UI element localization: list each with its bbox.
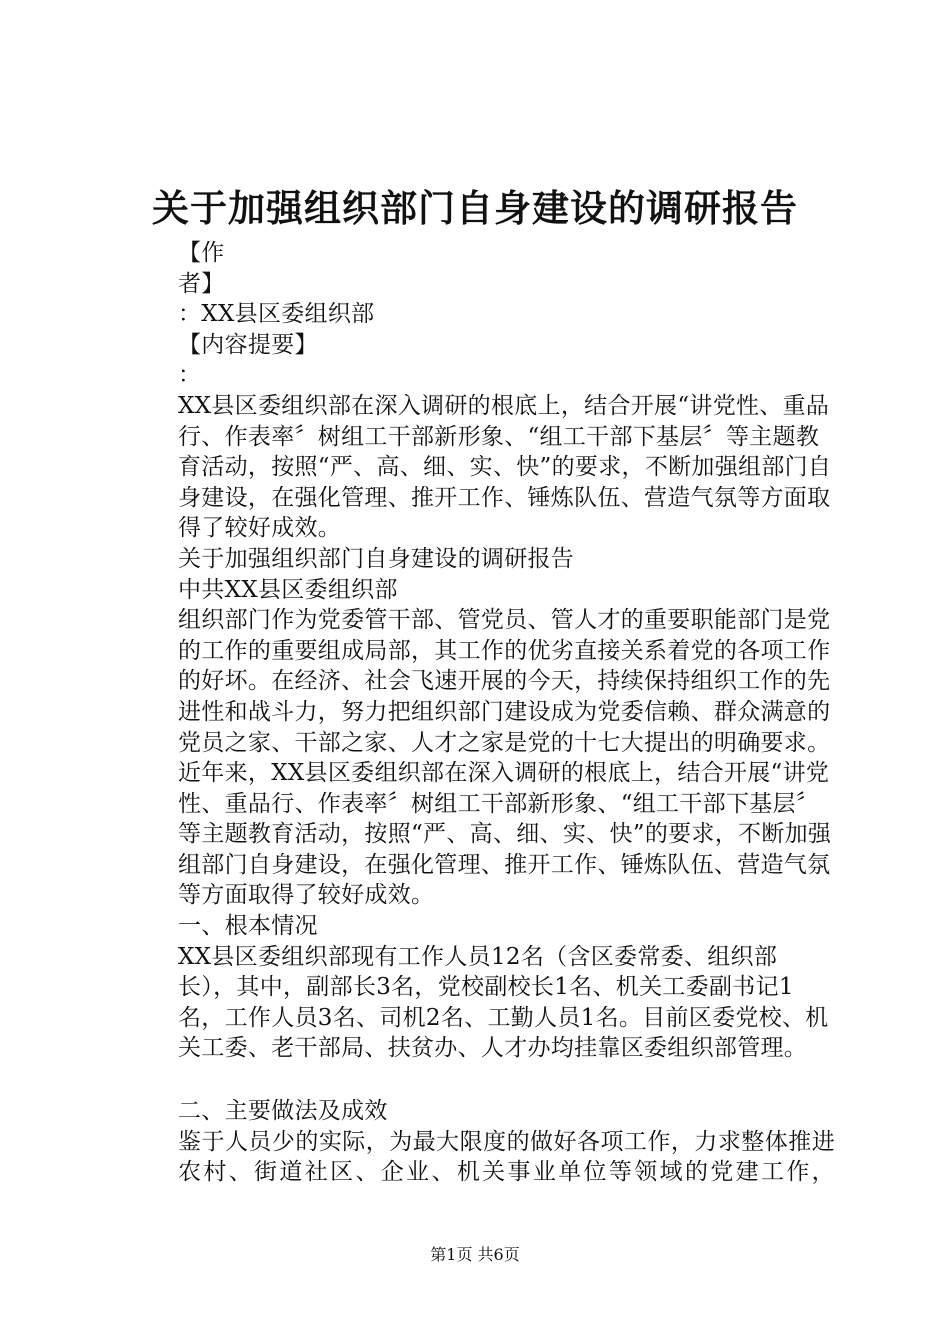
- document-title: 关于加强组织部门自身建设的调研报告: [152, 186, 798, 230]
- section1-paragraph: XX县区委组织部现有工作人员12名（含区委常委、组织部长），其中，副部长3名，党校副校长1名、机关工委副书记1名，工作人员3名、司机2名、工勤人员1名。目前区委党校、机关工委、老干部局、扶贫办、人才办均挂靠区委组织部管理。: [178, 943, 829, 1062]
- section1-heading: 一、根本情况: [178, 913, 318, 940]
- author-label-line1: 【作: [178, 240, 225, 266]
- summary-label: 【内容提要】: [178, 331, 318, 358]
- subtitle: 关于加强组织部门自身建设的调研报告: [178, 545, 575, 572]
- intro-paragraph: 组织部门作为党委管干部、管党员、管人才的重要职能部门是党的工作的重要组成局部，其工作的优劣直接关系着党的各项工作的好坏。在经济、社会飞速开展的今天，持续保持组织工作的先进性和战斗力，努力把组织部门建设成为党委信赖、群众满意的党员之家、干部之家、人才之家是党的十七大提出的明确要求。近年来，XX县区委组织部在深入调研的根底上，结合开展“讲党性、重品行、作表率〞树组工干部新形象、“组工干部下基层〞等主题教育活动，按照“严、高、细、实、快”的要求，不断加强组部门自身建设，在强化管理、推开工作、锤炼队伍、营造气氛等方面取得了较好成效。: [178, 607, 832, 909]
- summary-paragraph: XX县区委组织部在深入调研的根底上，结合开展“讲党性、重品行、作表率〞树组工干部新形象、“组工干部下基层〞等主题教育活动，按照“严、高、细、实、快”的要求，不断加强组部门自身建设，在强化管理、推开工作、锤炼队伍、营造气氛等方面取得了较好成效。: [178, 392, 832, 542]
- section2-paragraph: 鉴于人员少的实际，为最大限度的做好各项工作，力求整体推进农村、街道社区、企业、机关事业单位等领域的党建工作，: [178, 1128, 835, 1186]
- page-footer: 第1页 共6页: [430, 1245, 520, 1264]
- author-label-line2: 者】: [178, 270, 225, 297]
- organization: 中共XX县区委组织部: [178, 576, 398, 603]
- section2-heading: 二、主要做法及成效: [178, 1098, 388, 1125]
- paragraph-gap: [130, 1064, 835, 1096]
- document-body: [130, 238, 835, 1188]
- summary-colon: ：: [178, 362, 202, 389]
- author-value: ：XX县区委组织部: [178, 301, 375, 328]
